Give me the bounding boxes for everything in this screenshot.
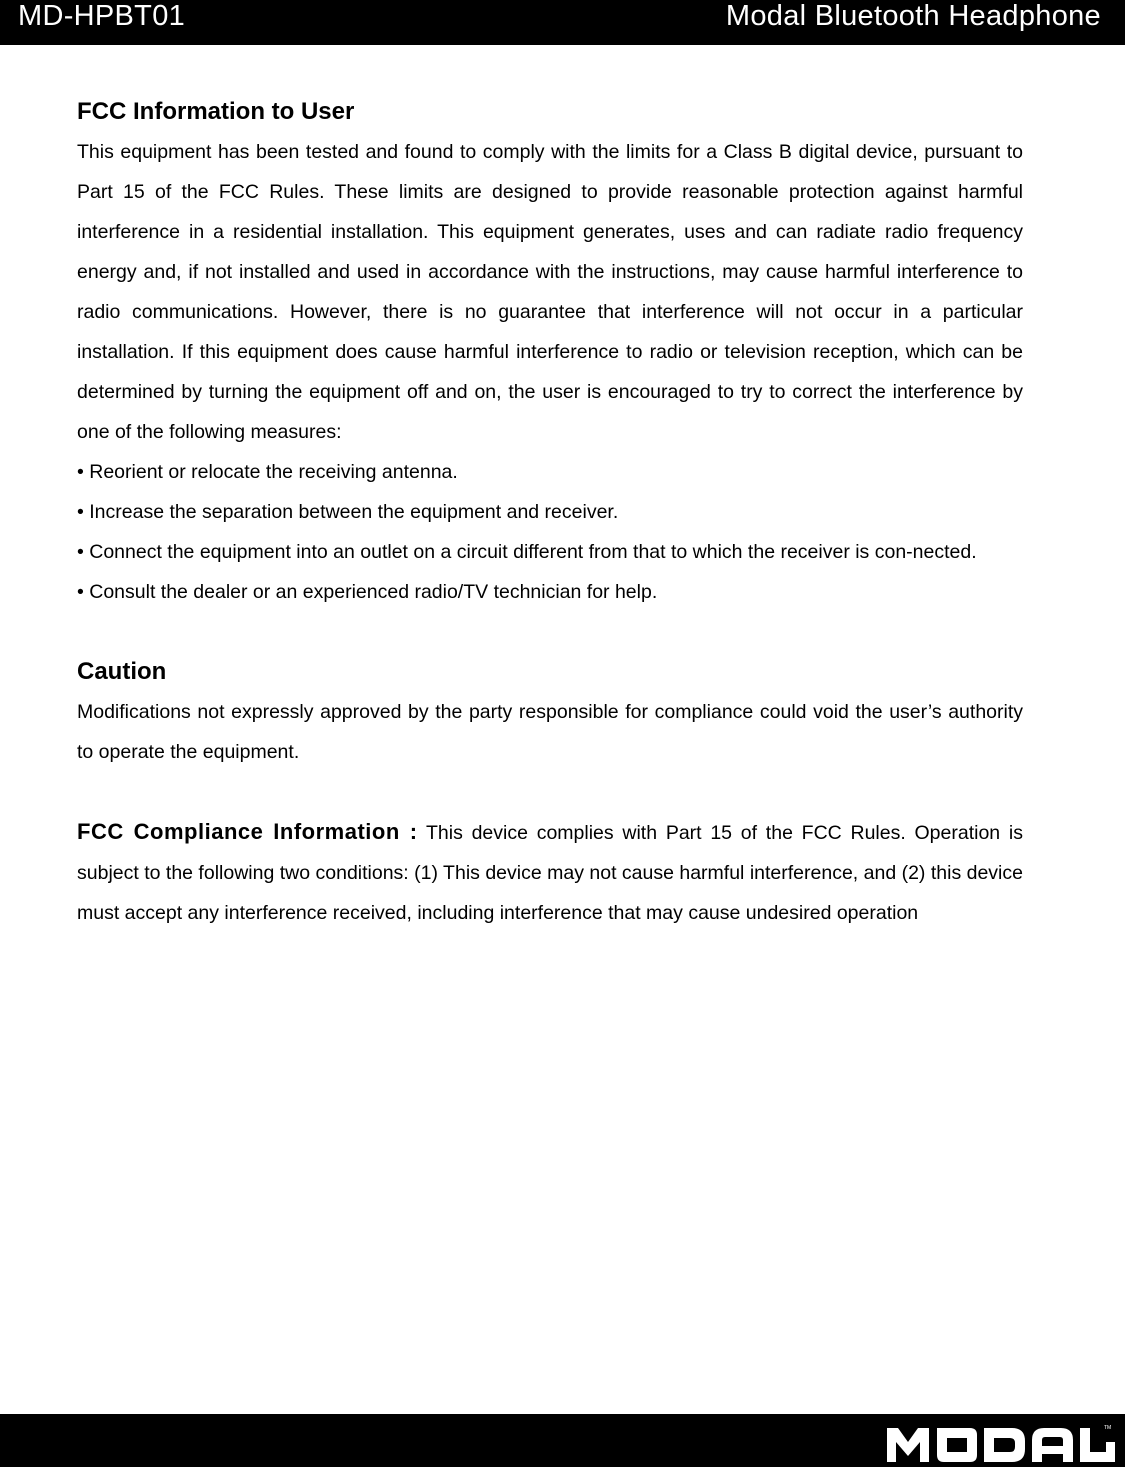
header-bar [0,0,1125,45]
footer-bar [0,1414,1125,1467]
caution-title: Caution [77,658,167,685]
measure-item: • Reorient or relocate the receiving antenna. [77,461,458,483]
compliance-text: This device complies with Part 15 of the FCC Rules. Operation is subject to the following two conditions: (1) This device may not cause harmful interference, and (2) this device must accept any interference received, including interference that may cause undesired operation [77,822,1023,924]
product-name: Modal Bluetooth Headphone [725,0,1101,32]
fcc-info-title: FCC Information to User [77,98,355,125]
measure-item: • Increase the separation between the equipment and receiver. [77,501,619,523]
caution-text: Modifications not expressly approved by the party responsible for compliance could void the user’s authority to operate the equipment. [77,701,1023,763]
measure-item: • Connect the equipment into an outlet on a circuit different from that to which the receiver is con-nected. [77,541,977,563]
compliance-paragraph [77,812,1023,933]
trademark-mark: TM [1104,1425,1112,1431]
compliance-title: FCC Compliance Information : [77,819,418,844]
model-number: MD-HPBT01 [18,0,186,32]
measure-item: • Consult the dealer or an experienced radio/TV technician for help. [77,581,658,603]
modal-logo [885,1420,1117,1466]
fcc-info-paragraph: This equipment has been tested and found to comply with the limits for a Class B digital device, pursuant to Part 15 of the FCC Rules. These limits are designed to provide reasonable protection against harmful interference in a residential installation. This equipment generates, uses and can radiate radio frequency energy and, if not installed and used in accordance with the instructions, may cause harmful interference to radio communications. However, there is no guarantee that interference will not occur in a particular installation. If this equipment does cause harmful interference to radio or television reception, which can be determined by turning the equipment off and on, the user is encouraged to try to correct the interference by one of the following measures: [77,141,1023,443]
document-body [77,92,1023,933]
